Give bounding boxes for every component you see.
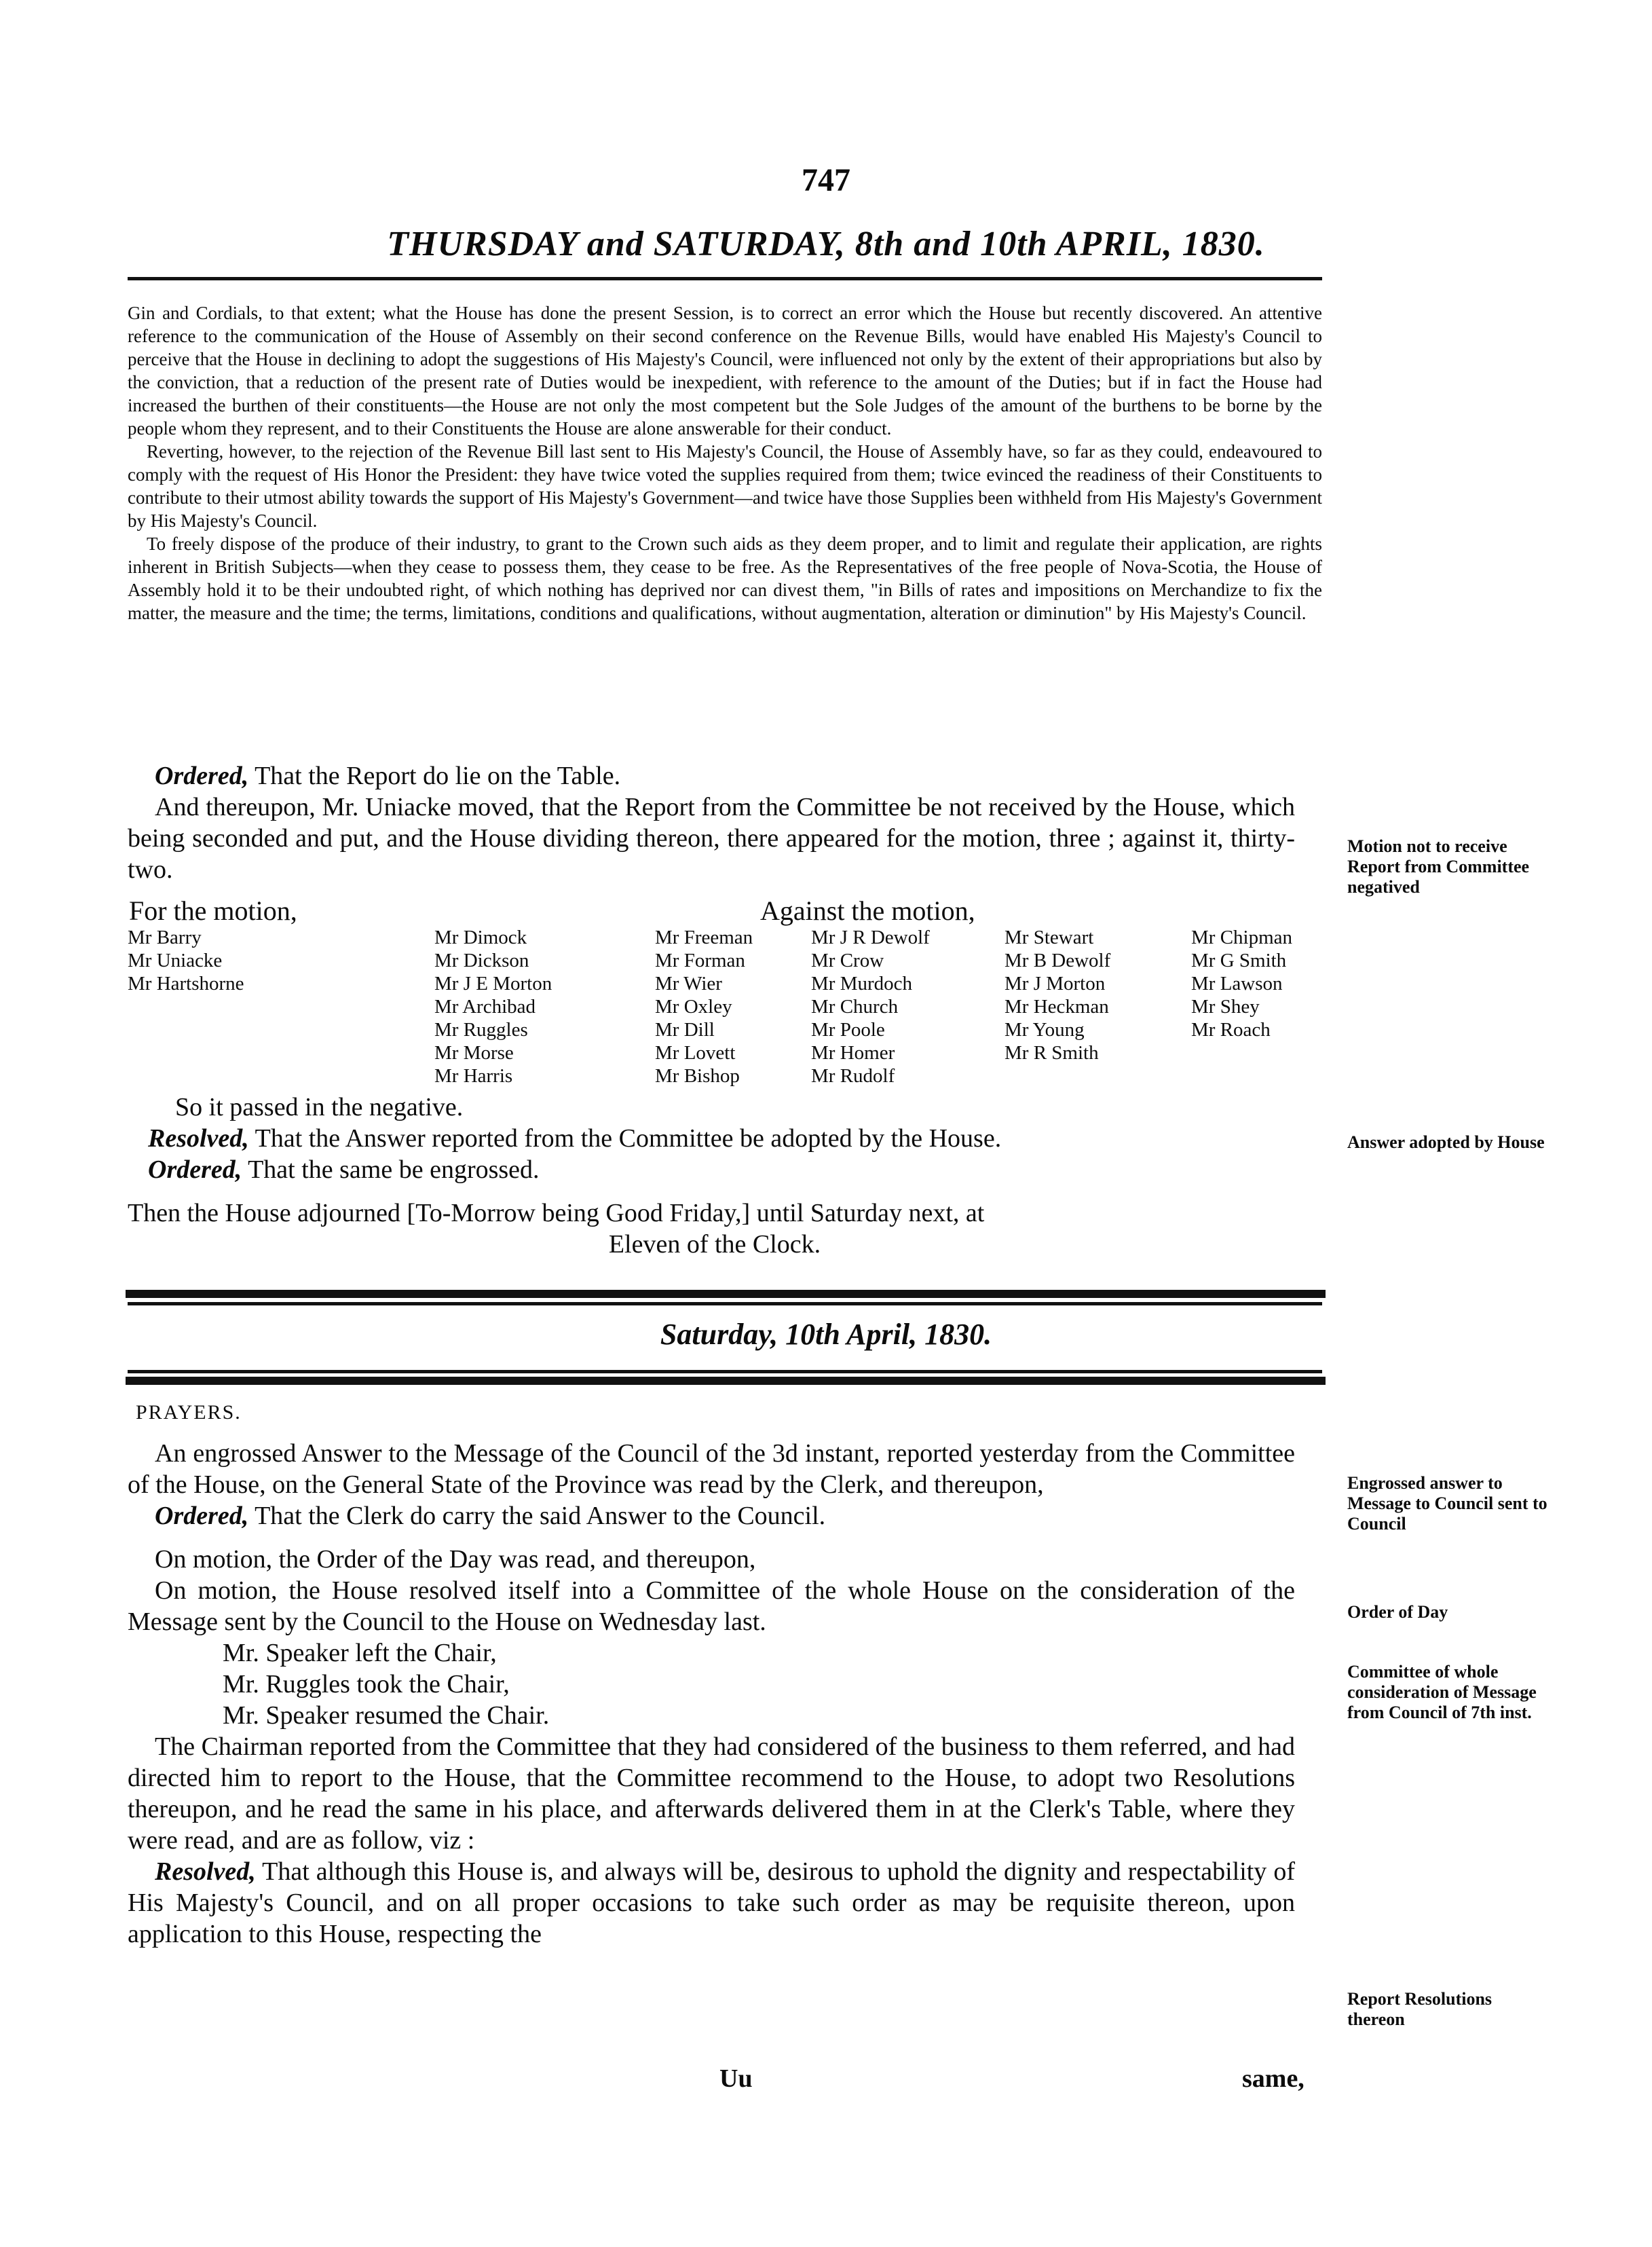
report-paragraph: Reverting, however, to the rejection of the Revenue Bill last sent to His Majesty's Council, the House of Assembly have, so far as they could, endeavoured to comply with the request of His Honor the President: they have twice voted the supplies required from them; twice evinced the readiness of their Constituents to contribute to their utmost ability towards the support of His Majesty's Government—and twice have those Supplies been withheld from His Majesty's Government by His Majesty's Council. bbox=[128, 441, 1322, 531]
resolved-text: That although this House is, and always will be, desirous to uphold the dignity and respectability of His Majesty's Council, and on all proper occasions to take such order as may be requisite thereon, upon application to this House, respecting the bbox=[128, 1857, 1295, 1948]
member-name: Mr Chipman bbox=[1191, 927, 1293, 948]
member-name: Mr Dimock bbox=[434, 927, 527, 948]
ordered-paragraph bbox=[128, 1154, 1302, 1185]
ordered-paragraph bbox=[128, 1500, 1295, 1531]
member-name: Mr J E Morton bbox=[434, 973, 552, 995]
margin-note-resolutions: Report Resolutions thereon bbox=[1347, 1989, 1493, 2029]
page-number: 747 bbox=[802, 162, 850, 198]
member-name: Mr Barry bbox=[128, 927, 202, 948]
section-rule-bottom bbox=[126, 1377, 1326, 1385]
member-name: Mr Bishop bbox=[655, 1065, 740, 1087]
adjourn-line: Then the House adjourned [To-Morrow being Good Friday,] until Saturday next, at bbox=[128, 1199, 985, 1227]
header-rule bbox=[128, 277, 1322, 280]
member-name: Mr Dickson bbox=[434, 950, 529, 971]
ordered-lead: Ordered, bbox=[148, 1155, 242, 1184]
resolved-text: That the Answer reported from the Committee be adopted by the House. bbox=[248, 1124, 1002, 1153]
member-name: Mr Harris bbox=[434, 1065, 513, 1087]
member-name: Mr Roach bbox=[1191, 1019, 1271, 1041]
resolved-paragraph bbox=[128, 1123, 1302, 1154]
member-name: Mr J R Dewolf bbox=[811, 927, 930, 948]
member-name: Mr Church bbox=[811, 996, 899, 1018]
member-name: Mr Homer bbox=[811, 1042, 895, 1064]
member-name: Mr B Dewolf bbox=[1005, 950, 1111, 971]
against-column-3 bbox=[811, 926, 930, 1088]
report-paragraph: To freely dispose of the produce of their industry, to grant to the Crown such aids as they deem proper, and to limit and regulate their application, are rights inherent in British Subjects—when they cease to possess them, they cease to be free. As the Representatives of the free people of Nova-Scotia, the House of Assembly hold it to be their undoubted right, of which nothing has deprived nor can divest them, "in Bills of rates and impositions on Merchandize to fix the matter, the measure and the time; the terms, limitations, conditions and qualifications, without augmentation, alteration or diminution" by His Majesty's Council. bbox=[128, 534, 1322, 623]
negative-line: So it passed in the negative. bbox=[175, 1093, 464, 1121]
section-rule-top-thin bbox=[128, 1302, 1322, 1305]
report-text bbox=[128, 301, 1322, 625]
ordered-lead: Ordered, bbox=[155, 1502, 249, 1530]
section-rule-bottom-thin bbox=[128, 1370, 1322, 1373]
against-column-1 bbox=[434, 926, 552, 1088]
chairman-paragraph: The Chairman reported from the Committee that they had considered of the business to them referred, and had directed him to report to the House, that the Committee recommend to the House, to adopt two Resolutions thereupon, and he read the same in his place, and afterwards delivered them in at the Clerk's Table, where they were read, and are as follow, viz : bbox=[128, 1732, 1295, 1855]
member-name: Mr Morse bbox=[434, 1042, 514, 1064]
signature-mark: Uu bbox=[719, 2064, 753, 2093]
ordered-paragraph bbox=[128, 760, 1322, 792]
ordered-text: That the Report do lie on the Table. bbox=[248, 762, 621, 790]
margin-note-answer: Answer adopted by House bbox=[1347, 1132, 1545, 1152]
proceedings-block-3 bbox=[128, 1438, 1295, 1950]
margin-note-committee: Committee of whole consideration of Message from Council of 7th inst. bbox=[1347, 1662, 1537, 1722]
member-name: Mr R Smith bbox=[1005, 1042, 1099, 1064]
motion-paragraph: And thereupon, Mr. Uniacke moved, that the Report from the Committee be not received by the House, which being seconded and put, and the House dividing thereon, there appeared for the motion, three ; against it, thirty-two. bbox=[128, 793, 1295, 884]
member-name: Mr Stewart bbox=[1005, 927, 1094, 948]
for-names bbox=[128, 926, 244, 995]
member-name: Mr Oxley bbox=[655, 996, 732, 1018]
member-name: Mr Freeman bbox=[655, 927, 753, 948]
speaker-left-line: Mr. Speaker left the Chair, bbox=[223, 1639, 497, 1667]
against-column-2 bbox=[655, 926, 753, 1088]
ordered-text: That the Clerk do carry the said Answer to the Council. bbox=[248, 1502, 826, 1530]
member-name: Mr G Smith bbox=[1191, 950, 1287, 971]
ruggles-line: Mr. Ruggles took the Chair, bbox=[223, 1670, 510, 1698]
margin-note-engrossed: Engrossed answer to Message to Council sent to Council bbox=[1347, 1473, 1547, 1534]
catchword: same, bbox=[1242, 2064, 1304, 2093]
engrossed-paragraph: An engrossed Answer to the Message of the Council of the 3d instant, reported yesterday from the Committee of the House, on the General State of the Province was read by the Clerk, and thereupon, bbox=[128, 1439, 1295, 1499]
for-motion-label: For the motion, bbox=[129, 895, 297, 926]
member-name: Mr Heckman bbox=[1005, 996, 1109, 1018]
section-date: Saturday, 10th April, 1830. bbox=[660, 1318, 992, 1351]
resolved-lead: Resolved, bbox=[148, 1124, 249, 1153]
member-name: Mr J Morton bbox=[1005, 973, 1106, 995]
member-name: Mr Poole bbox=[811, 1019, 885, 1041]
member-name: Mr Lovett bbox=[655, 1042, 736, 1064]
ordered-text: That the same be engrossed. bbox=[242, 1155, 540, 1184]
member-name: Mr Hartshorne bbox=[128, 973, 244, 995]
section-rule-top bbox=[126, 1290, 1326, 1298]
margin-note-motion: Motion not to receive Report from Committee negatived bbox=[1347, 836, 1530, 897]
member-name: Mr Ruggles bbox=[434, 1019, 528, 1041]
committee-paragraph: On motion, the House resolved itself into a Committee of the whole House on the consideration of the Message sent by the Council to the House on Wednesday last. bbox=[128, 1576, 1295, 1636]
prayers-heading: PRAYERS. bbox=[136, 1401, 242, 1424]
member-name: Mr Murdoch bbox=[811, 973, 913, 995]
resolved-paragraph bbox=[128, 1856, 1295, 1950]
member-name: Mr Rudolf bbox=[811, 1065, 895, 1087]
member-name: Mr Lawson bbox=[1191, 973, 1283, 995]
member-name: Mr Shey bbox=[1191, 996, 1260, 1018]
proceedings-block-1 bbox=[128, 760, 1322, 885]
member-name: Mr Archibad bbox=[434, 996, 536, 1018]
against-motion-label: Against the motion, bbox=[760, 895, 975, 926]
ordered-lead: Ordered, bbox=[155, 762, 249, 790]
against-column-5 bbox=[1191, 926, 1292, 1041]
resolved-lead: Resolved, bbox=[155, 1857, 256, 1886]
member-name: Mr Uniacke bbox=[128, 950, 223, 971]
proceedings-block-2 bbox=[128, 1092, 1302, 1260]
member-name: Mr Forman bbox=[655, 950, 745, 971]
adjourn-time: Eleven of the Clock. bbox=[608, 1230, 821, 1259]
report-paragraph: Gin and Cordials, to that extent; what the House has done the present Session, is to correct an error which the House but recently discovered. An attentive reference to the communication of the House of Assembly on their second conference on the Revenue Bills, would have enabled His Majesty's Council to perceive that the House in declining to adopt the suggestions of His Majesty's Council, were influenced not only by the extent of their appropriations but also by the conviction, that a reduction of the present rate of Duties would be inexpedient, with reference to the amount of the Duties; but if in fact the House had increased the burthen of their constituents—the House are not only the most competent but the Sole Judges of the amount of the burthens to be borne by the people whom they represent, and to their Constituents the House are alone answerable for their conduct. bbox=[128, 303, 1322, 439]
margin-note-order-day: Order of Day bbox=[1347, 1602, 1448, 1622]
member-name: Mr Young bbox=[1005, 1019, 1085, 1041]
page-header: THURSDAY and SATURDAY, 8th and 10th APRIL, 1830. bbox=[387, 225, 1265, 263]
member-name: Mr Wier bbox=[655, 973, 722, 995]
member-name: Mr Crow bbox=[811, 950, 884, 971]
member-name: Mr Dill bbox=[655, 1019, 715, 1041]
speaker-resumed-line: Mr. Speaker resumed the Chair. bbox=[223, 1701, 550, 1730]
against-column-4 bbox=[1005, 926, 1110, 1064]
order-day-line: On motion, the Order of the Day was read, and thereupon, bbox=[155, 1545, 756, 1574]
